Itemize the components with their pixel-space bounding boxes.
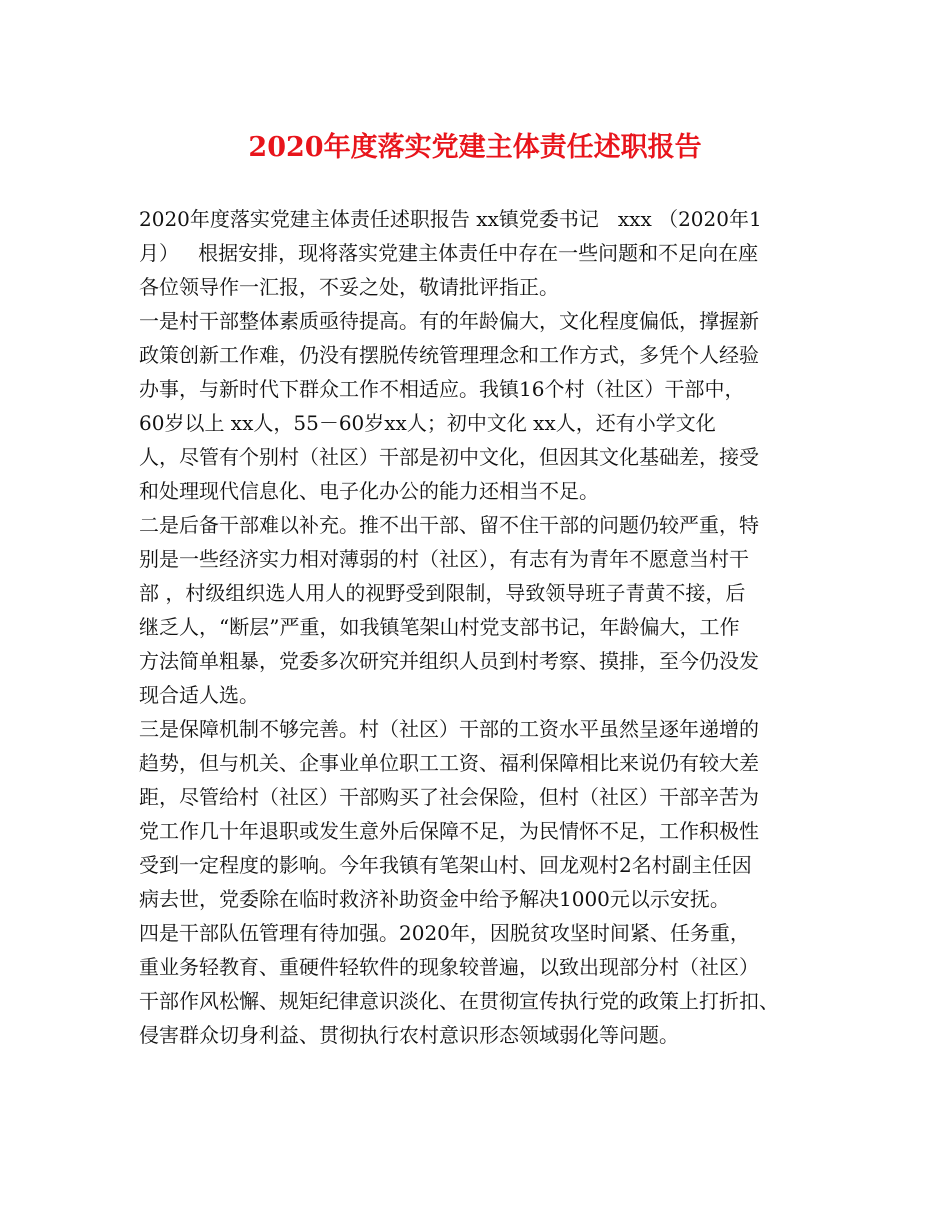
body-line: 月） 根据安排，现将落实党建主体责任中存在一些问题和不足向在座 [139, 241, 759, 265]
body-line: 受到一定程度的影响。今年我镇有笔架山村、回龙观村2名村副主任因 [139, 853, 752, 877]
body-line: 病去世，党委除在临时救济补助资金中给予解决1000元以示安抚。 [139, 887, 730, 911]
body-line: 2020年度落实党建主体责任述职报告 xx镇党委书记 xxx （2020年1 [139, 207, 762, 231]
body-line: 距，尽管给村（社区）干部购买了社会保险，但村（社区）干部辛苦为 [139, 785, 759, 809]
body-line: 部 ，村级组织选人用人的视野受到限制，导致领导班子青黄不接，后 [139, 581, 746, 605]
body-line: 二是后备干部难以补充。推不出干部、留不住干部的问题仍较严重，特 [139, 513, 759, 537]
body-line: 党工作几十年退职或发生意外后保障不足，为民情怀不足，工作积极性 [139, 819, 759, 843]
body-line: 各位领导作一汇报，不妥之处，敬请批评指正。 [139, 275, 559, 299]
body-line: 办事，与新时代下群众工作不相适应。我镇16个村（社区）干部中， [139, 377, 745, 401]
body-line: 现合适人选。 [139, 683, 259, 707]
body-line: 人，尽管有个别村（社区）干部是初中文化，但因其文化基础差，接受 [139, 445, 759, 469]
body-line: 方法简单粗暴，党委多次研究并组织人员到村考察、摸排，至今仍没发 [139, 649, 759, 673]
body-line: 和处理现代信息化、电子化办公的能力还相当不足。 [139, 479, 599, 503]
document-body [139, 202, 829, 1052]
body-line: 侵害群众切身利益、贯彻执行农村意识形态领域弱化等问题。 [139, 1023, 679, 1047]
body-line: 别是一些经济实力相对薄弱的村（社区），有志有为青年不愿意当村干 [139, 547, 749, 571]
body-line: 一是村干部整体素质亟待提高。有的年龄偏大，文化程度偏低，撑握新 [139, 309, 759, 333]
body-line: 60岁以上 xx人，55－60岁xx人；初中文化 xx人，还有小学文化 [139, 411, 716, 435]
body-line: 干部作风松懈、规矩纪律意识淡化、在贯彻宣传执行党的政策上打折扣、 [139, 989, 779, 1013]
body-line: 继乏人，“断层”严重，如我镇笔架山村党支部书记，年龄偏大，工作 [139, 615, 740, 639]
body-line: 三是保障机制不够完善。村（社区）干部的工资水平虽然呈逐年递增的 [139, 717, 759, 741]
body-line: 趋势，但与机关、企事业单位职工工资、福利保障相比来说仍有较大差 [139, 751, 759, 775]
body-line: 重业务轻教育、重硬件轻软件的现象较普遍，以致出现部分村（社区） [139, 955, 759, 979]
document-title: 2020年度落实党建主体责任述职报告 [248, 132, 702, 163]
body-line: 四是干部队伍管理有待加强。2020年，因脱贫攻坚时间紧、任务重， [139, 921, 750, 945]
body-line: 政策创新工作难，仍没有摆脱传统管理理念和工作方式，多凭个人经验 [139, 343, 759, 367]
